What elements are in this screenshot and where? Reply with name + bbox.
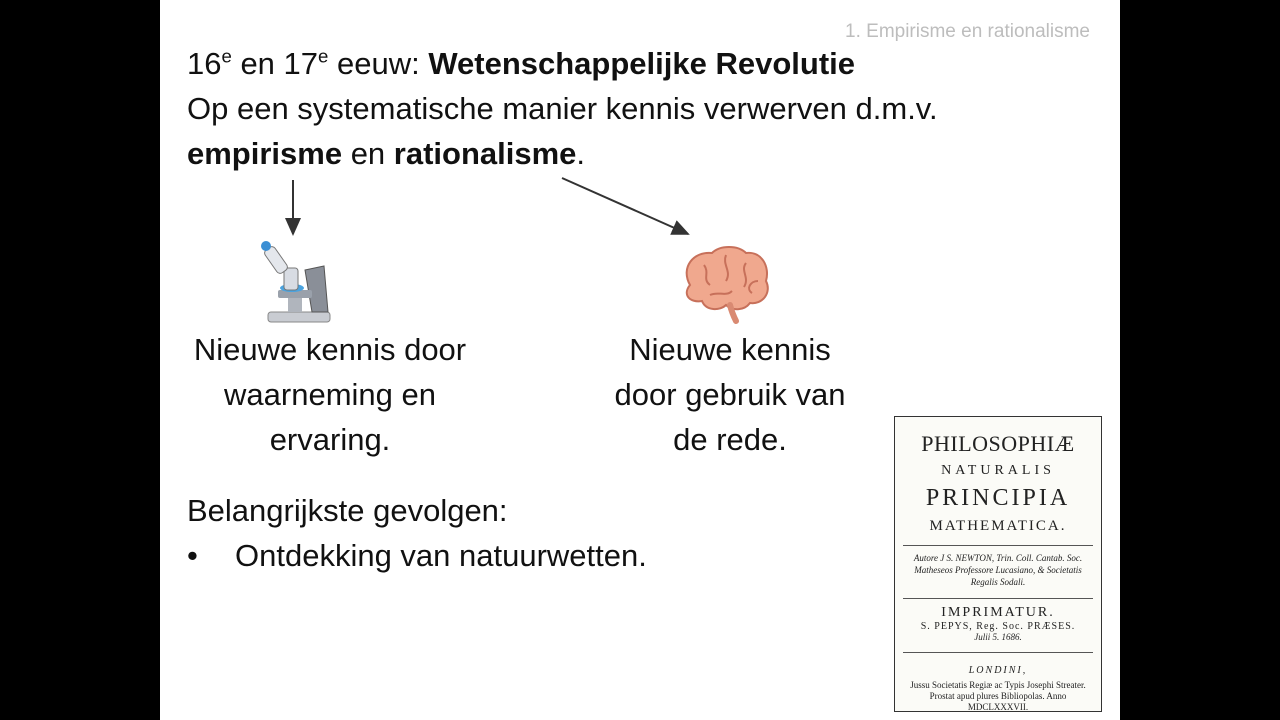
rationalisme-description	[580, 327, 880, 462]
heading-sup-1: e	[221, 45, 232, 67]
empirisme-line-3: ervaring.	[269, 422, 391, 457]
book-pepys: S. PEPYS, Reg. Soc. PRÆSES.	[920, 621, 1076, 632]
intro-line: Op een systematische manier kennis verwerven d.m.v.	[187, 91, 938, 126]
arrow-to-brain	[562, 178, 688, 234]
rationalisme-line-1: Nieuwe kennis	[629, 332, 831, 367]
heading-16: 16	[187, 46, 222, 81]
heading-mid: en 17	[231, 46, 319, 81]
heading-bold: Wetenschappelijke Revolutie	[428, 46, 856, 81]
heading-rest: eeuw:	[328, 46, 429, 81]
consequences-title: Belangrijkste gevolgen:	[187, 493, 508, 528]
book-londini: LONDINI,	[968, 665, 1028, 676]
consequences-item	[187, 538, 647, 574]
book-title-4: MATHEMATICA.	[929, 518, 1067, 534]
bullet-icon: •	[187, 538, 198, 573]
book-imprint: Jussu Societatis Regiæ ac Typis Josephi Streater. Prostat apud plures Bibliopolas. Anno MDCLXXXVII.	[910, 680, 1086, 712]
book-divider	[903, 598, 1093, 599]
book-author: Autore J S. NEWTON, Trin. Coll. Cantab. Soc. Matheseos Professore Lucasiano, & Societatis Regalis Sodali.	[913, 553, 1083, 587]
methods-end: .	[576, 136, 586, 171]
consequence-text: Ontdekking van natuurwetten.	[235, 538, 647, 573]
book-title-3: PRINCIPIA	[925, 485, 1071, 511]
book-title-2: NATURALIS	[941, 463, 1055, 478]
rationalisme-line-3: de rede.	[673, 422, 787, 457]
book-imprimatur: IMPRIMATUR.	[941, 605, 1055, 620]
brain-icon	[687, 247, 768, 321]
book-divider	[903, 545, 1093, 546]
principia-title-page-image	[894, 416, 1102, 712]
heading-sup-2: e	[318, 45, 329, 67]
microscope-icon	[261, 241, 330, 322]
empirisme-line-1: Nieuwe kennis door	[193, 332, 467, 367]
methods-mid: en	[342, 136, 394, 171]
book-divider	[903, 652, 1093, 653]
slide	[160, 0, 1120, 720]
section-label: 1. Empirisme en rationalisme	[845, 21, 1090, 42]
book-title-1: PHILOSOPHIÆ	[921, 431, 1075, 456]
rationalisme-line-2: door gebruik van	[614, 377, 846, 412]
empirisme-term: empirisme	[187, 136, 343, 171]
empirisme-description	[160, 327, 500, 462]
book-date: Julii 5. 1686.	[974, 632, 1022, 642]
rationalisme-term: rationalisme	[393, 136, 577, 171]
empirisme-line-2: waarneming en	[224, 377, 436, 412]
